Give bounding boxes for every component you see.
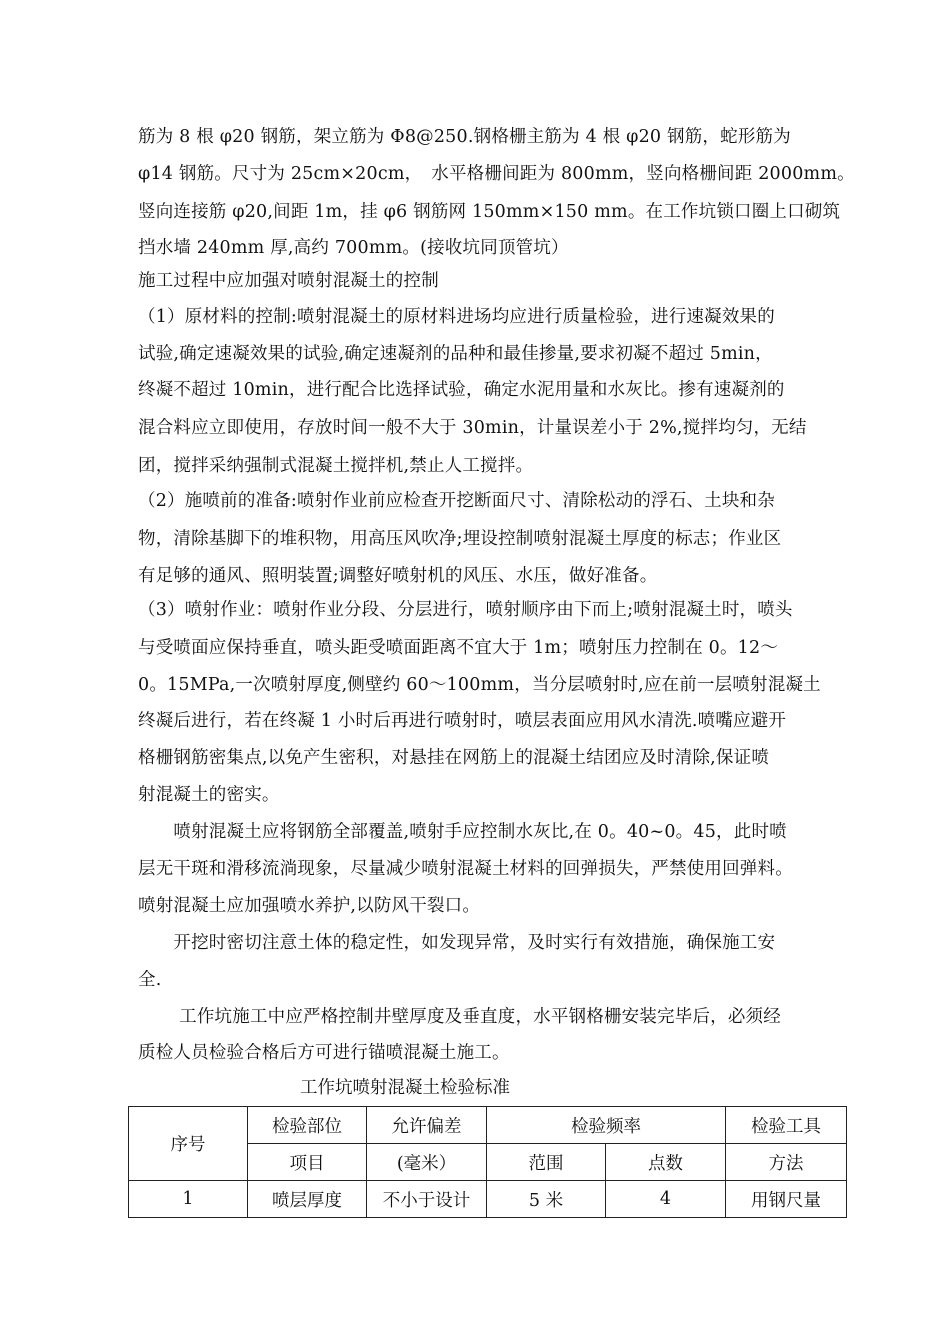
cell-tolerance: 不小于设计	[367, 1181, 487, 1218]
text-line: 挡水墙 240mm 厚,高约 700mm。(接收坑同顶管坑）	[138, 238, 569, 258]
text-line: 混合料应立即使用，存放时间一般不大于 30min，计量误差小于 2%,搅拌均匀，无结	[138, 418, 807, 438]
text-line: 开挖时密切注意土体的稳定性，如发现异常，及时实行有效措施，确保施工安	[138, 933, 776, 953]
text-line: φ14 钢筋。尺寸为 25cm×20cm， 水平格栅间距为 800mm，竖向格栅间距 2000mm。	[138, 164, 855, 184]
table-title: 工作坑喷射混凝土检验标准	[300, 1078, 510, 1098]
text-line: 团，搅拌采纳强制式混凝土搅拌机,禁止人工搅拌。	[138, 456, 534, 476]
text-line: 试验,确定速凝效果的试验,确定速凝剂的品种和最佳掺量,要求初凝不超过 5min，	[138, 344, 773, 364]
cell-seq: 1	[129, 1181, 248, 1218]
inspection-table	[128, 1106, 847, 1218]
header-part: 检验部位	[248, 1107, 367, 1144]
header-seq: 序号	[129, 1107, 248, 1181]
text-line: 与受喷面应保持垂直，喷头距受喷面距离不宜大于 1m；喷射压力控制在 0。12～	[138, 638, 779, 658]
text-line: 喷射混凝土应将钢筋全部覆盖,喷射手应控制水灰比,在 0。40~0。45，此时喷	[138, 822, 787, 842]
text-line: 质检人员检验合格后方可进行锚喷混凝土施工。	[138, 1043, 510, 1063]
header-frequency: 检验频率	[487, 1107, 726, 1144]
text-line: 射混凝土的密实。	[138, 785, 280, 805]
text-line: 喷射混凝土应加强喷水养护,以防风干裂口。	[138, 896, 481, 916]
table-row	[129, 1181, 847, 1218]
cell-item: 喷层厚度	[248, 1181, 367, 1218]
section-heading: 施工过程中应加强对喷射混凝土的控制	[138, 271, 439, 291]
text-line: （3）喷射作业：喷射作业分段、分层进行，喷射顺序由下而上;喷射混凝土时，喷头	[138, 600, 793, 620]
header-item: 项目	[248, 1144, 367, 1181]
text-line: （2）施喷前的准备:喷射作业前应检查开挖断面尺寸、清除松动的浮石、土块和杂	[138, 491, 775, 511]
table-header-row	[129, 1107, 847, 1144]
text-line: 0。15MPa,一次喷射厚度,侧壁约 60～100mm，当分层喷射时,应在前一层喷射混凝土	[138, 675, 821, 695]
text-line: 物，清除基脚下的堆积物，用高压风吹净;埋设控制喷射混凝土厚度的标志；作业区	[138, 529, 782, 549]
text-line: 竖向连接筋 φ20,间距 1m，挂 φ6 钢筋网 150mm×150 mm。在工作坑锁口圈上口砌筑	[138, 202, 841, 222]
text-line: 全.	[138, 970, 162, 990]
cell-tool: 用钢尺量	[726, 1181, 847, 1218]
cell-points: 4	[606, 1181, 726, 1218]
text-line: 有足够的通风、照明装置;调整好喷射机的风压、水压，做好准备。	[138, 566, 658, 586]
text-line: 终凝不超过 10min，进行配合比选择试验，确定水泥用量和水灰比。掺有速凝剂的	[138, 380, 785, 400]
text-line: 工作坑施工中应严格控制井壁厚度及垂直度，水平钢格栅安装完毕后，必须经	[138, 1007, 781, 1027]
header-tool: 检验工具	[726, 1107, 847, 1144]
text-line: （1）原材料的控制:喷射混凝土的原材料进场均应进行质量检验，进行速凝效果的	[138, 307, 775, 327]
text-line: 终凝后进行，若在终凝 1 小时后再进行喷射时，喷层表面应用风水清洗.喷嘴应避开	[138, 711, 787, 731]
cell-range: 5 米	[487, 1181, 606, 1218]
text-line: 格栅钢筋密集点,以免产生密积，对悬挂在网筋上的混凝土结团应及时清除,保证喷	[138, 748, 770, 768]
header-range: 范围	[487, 1144, 606, 1181]
header-points: 点数	[606, 1144, 726, 1181]
header-method: 方法	[726, 1144, 847, 1181]
header-tolerance: 允许偏差	[367, 1107, 487, 1144]
text-line: 层无干斑和滑移流淌现象，尽量减少喷射混凝土材料的回弹损失，严禁使用回弹料。	[138, 859, 793, 879]
text-line: 筋为 8 根 φ20 钢筋，架立筋为 Φ8@250.钢格栅主筋为 4 根 φ20 钢筋，蛇形筋为	[138, 127, 791, 147]
header-tolerance-unit: (毫米）	[367, 1144, 487, 1181]
